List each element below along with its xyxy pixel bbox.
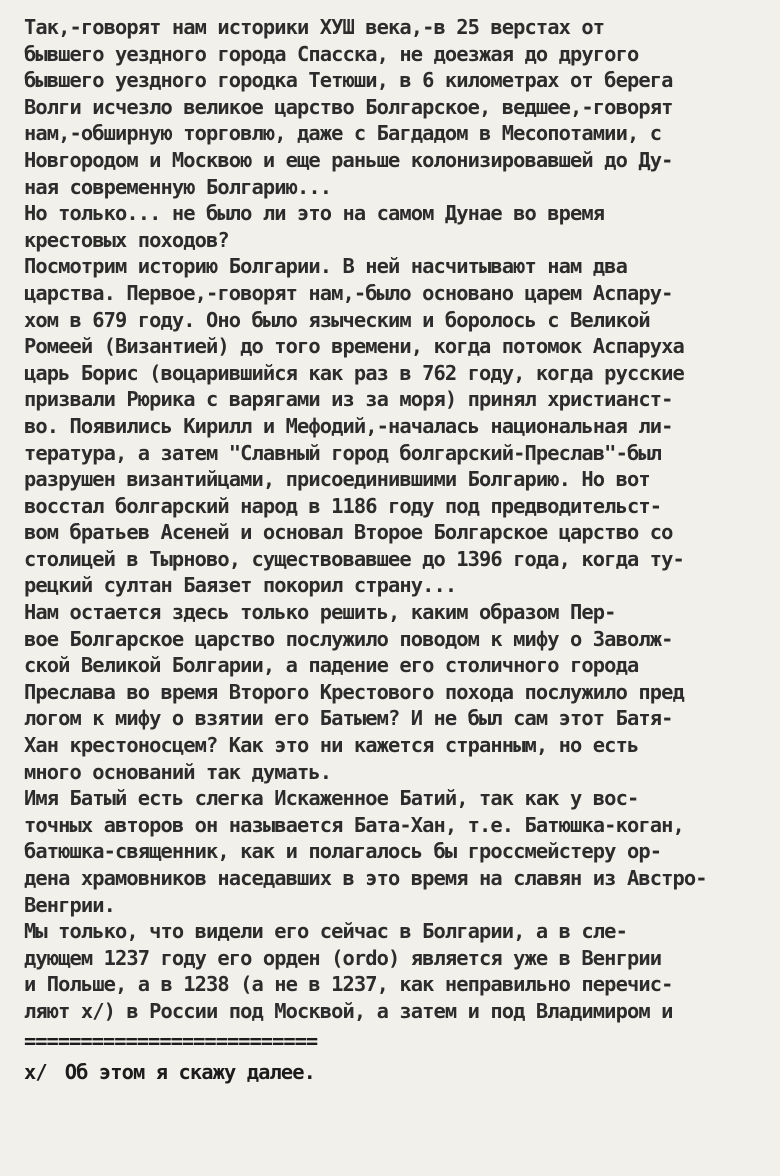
document-body (24, 14, 768, 1025)
text-line: Но только... не было ли это на самом Дунае во время (24, 201, 605, 226)
text-line: Хан крестоносцем? Как это ни кажется странным, но есть (24, 733, 639, 758)
text-line: во. Появились Кирилл и Мефодий,-началась национальная ли- (24, 413, 673, 438)
paragraph (24, 599, 768, 785)
footnote (24, 1059, 768, 1085)
text-line: дена храмовников наседавших в это время на славян из Австро- (24, 866, 707, 890)
paragraph (24, 200, 768, 253)
text-line: хом в 679 году. Оно было языческим и боролось с Великой (24, 307, 650, 332)
text-line: Преслава во время Второго Крестового похода послужило пред (24, 679, 684, 704)
paragraph (24, 918, 768, 1024)
text-line: крестовых походов? (24, 227, 229, 252)
text-line: батюшка-священник, как и полагалось бы гроссмейстеру ор- (24, 839, 662, 864)
text-line: вое Болгарское царство послужило поводом к мифу о Заволж- (24, 626, 673, 651)
text-line: много оснований так думать. (24, 759, 332, 784)
paragraph (24, 14, 768, 200)
text-line: призвали Рюрика с варягами из за моря) принял христианст- (24, 387, 673, 412)
paragraph (24, 785, 768, 918)
text-line: тература, а затем "Славный город болгарский-Преслав"-был (24, 440, 662, 465)
text-line: Так,-говорят нам историки ХУШ века,-в 25 верстах от (24, 15, 605, 39)
text-line: Венгрии. (24, 892, 116, 917)
text-line: столицей в Тырново, существовавшее до 1396 года, когда ту- (24, 546, 684, 571)
text-line: Имя Батый есть слегка Искаженное Батий, так как у вос- (24, 786, 639, 811)
text-line: и Польше, а в 1238 (а не в 1237, как неправильно перечис- (24, 972, 673, 997)
text-line: ской Великой Болгарии, а падение его столичного города (24, 653, 639, 678)
text-line: ная современную Болгарию... (24, 174, 332, 199)
text-line: рецкий султан Баязет покорил страну... (24, 573, 457, 598)
footnote-text: Об этом я скажу далее. (64, 1059, 316, 1084)
text-line: Нам остается здесь только решить, каким образом Пер- (24, 600, 616, 625)
text-line: бывшего уездного города Спасска, не доезжая до другого (24, 41, 639, 66)
text-line: Мы только, что видели его сейчас в Болгарии, а в сле- (24, 919, 627, 944)
text-line: Волги исчезло великое царство Болгарское, ведшее,-говорят (24, 94, 673, 119)
text-line: Ромеей (Византией) до того времени, когда потомок Аспаруха (24, 334, 684, 359)
text-line: царь Борис (воцарившийся как раз в 762 году, когда русские (24, 360, 684, 385)
text-line: бывшего уездного городка Тетюши, в 6 километрах от берега (24, 68, 673, 93)
text-line: точных авторов он называется Бата-Хан, т.е. Батюшка-коган, (24, 812, 684, 837)
text-line: дующем 1237 году его орден (ordo) является уже в Венгрии (24, 945, 662, 970)
footnote-mark: x/ (24, 1059, 47, 1084)
text-line: Посмотрим историю Болгарии. В ней насчитывают нам два (24, 254, 627, 279)
text-line: логом к мифу о взятии его Батыем? И не был сам этот Батя- (24, 706, 673, 731)
footnote-separator: ========================== (24, 1028, 318, 1053)
paragraph (24, 253, 768, 599)
text-line: нам,-обширную торговлю, даже с Багдадом в Месопотамии, с (24, 121, 662, 146)
text-line: царства. Первое,-говорят нам,-было основано царем Аспару- (24, 280, 673, 305)
text-line: Новгородом и Москвою и еще раньше колонизировавшей до Ду- (24, 147, 673, 172)
text-line: разрушен византийцами, присоединившими Болгарию. Но вот (24, 467, 650, 492)
text-line: вом братьев Асеней и основал Второе Болгарское царство со (24, 520, 673, 545)
text-line: восстал болгарский народ в 1186 году под предводительст- (24, 493, 662, 518)
text-line: ляют x/) в России под Москвой, а затем и под Владимиром и (24, 998, 673, 1023)
